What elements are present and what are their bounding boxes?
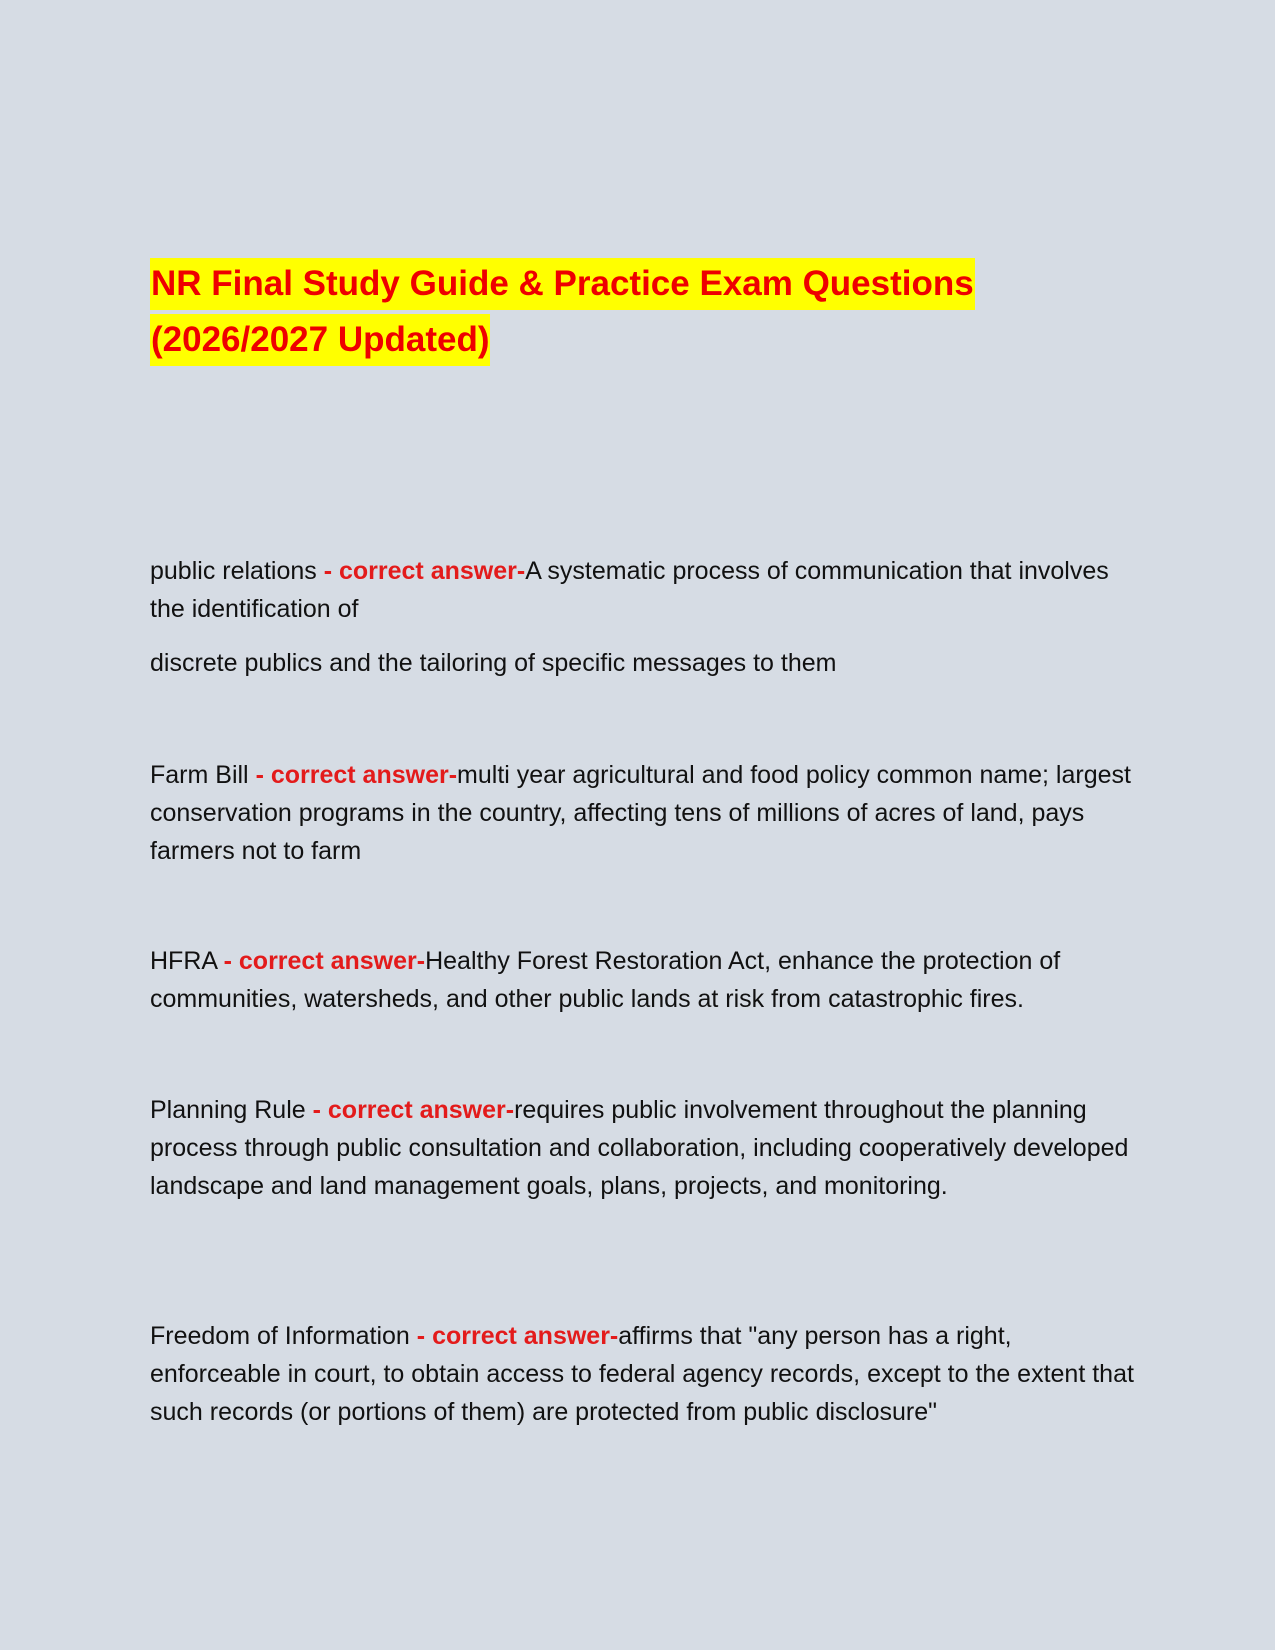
correct-answer-marker: - correct answer- xyxy=(223,947,426,975)
qa-term: HFRA xyxy=(150,947,224,975)
qa-entry-text xyxy=(150,1091,1140,1205)
qa-entry-text xyxy=(150,1317,1140,1431)
qa-entry-text xyxy=(150,552,1140,628)
qa-definition: Healthy Forest Restoration Act, enhance the protection of communities, watersheds, and other public lands at risk from catastrophic fires. xyxy=(150,947,1061,1013)
qa-term: Farm Bill xyxy=(150,761,256,789)
qa-term: Planning Rule xyxy=(150,1096,313,1124)
qa-entry-planning-rule xyxy=(150,1091,1140,1205)
qa-definition: requires public involvement throughout the planning process through public consultation and collaboration, including cooperatively developed landscape and land management goals, plans, projects, and monitoring. xyxy=(150,1096,1129,1200)
qa-definition-continuation: discrete publics and the tailoring of specific messages to them xyxy=(150,649,837,677)
qa-entry-public-relations xyxy=(150,552,1140,682)
qa-definition: multi year agricultural and food policy common name; largest conservation programs in the country, affecting tens of millions of acres of land, pays farmers not to farm xyxy=(150,761,1131,865)
qa-definition: A systematic process of communication that involves the identification of xyxy=(150,557,1109,623)
qa-term: Freedom of Information xyxy=(150,1322,417,1350)
qa-term: public relations xyxy=(150,557,324,585)
qa-definition: affirms that "any person has a right, enforceable in court, to obtain access to federal agency records, except to the extent that such records (or portions of them) are protected from public disclosure" xyxy=(150,1322,1134,1426)
qa-entry-hfra xyxy=(150,942,1140,1018)
qa-entry-text xyxy=(150,756,1140,870)
qa-entry-farm-bill xyxy=(150,756,1140,870)
correct-answer-marker: - correct answer- xyxy=(323,557,526,585)
document-title xyxy=(150,258,1150,370)
title-line-2: (2026/2027 Updated) xyxy=(150,314,490,366)
title-line-1: NR Final Study Guide & Practice Exam Questions xyxy=(150,258,975,310)
correct-answer-marker: - correct answer- xyxy=(255,761,458,789)
qa-entry-text xyxy=(150,942,1140,1018)
correct-answer-marker: - correct answer- xyxy=(416,1322,619,1350)
correct-answer-marker: - correct answer- xyxy=(312,1096,515,1124)
qa-entry-freedom-of-information xyxy=(150,1317,1140,1431)
